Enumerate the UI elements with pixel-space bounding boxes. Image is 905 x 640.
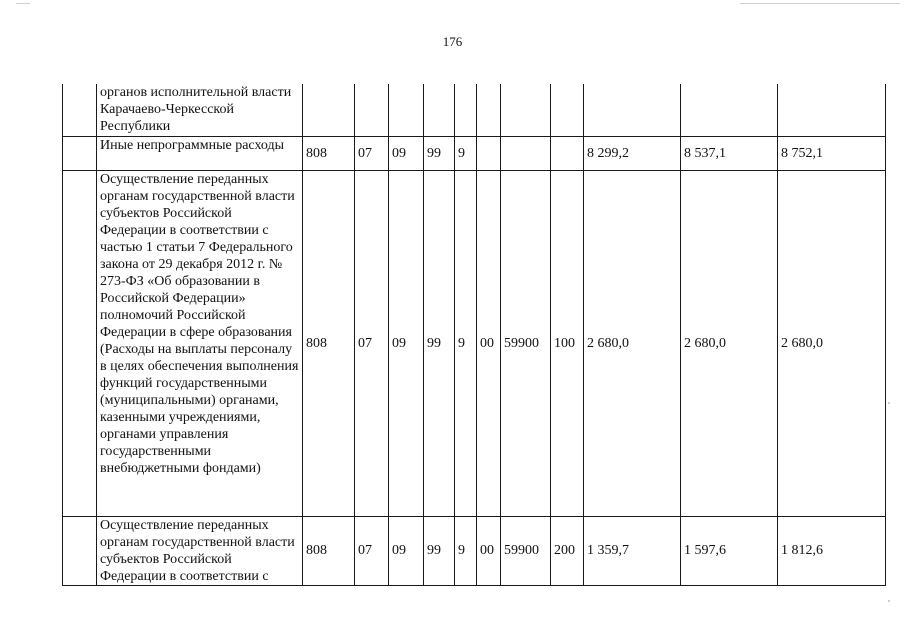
section-cell: 07	[355, 516, 389, 585]
table-row	[63, 516, 886, 585]
subprogram-cell: 9	[455, 516, 477, 585]
subprogram-cell: 9	[455, 136, 477, 170]
amount-year1-cell: 1 359,7	[584, 516, 681, 585]
code-cell	[501, 136, 551, 170]
table-row	[63, 84, 886, 136]
expense-type-cell	[551, 84, 584, 136]
expense-name-cell: Осуществление переданных органам государственной власти субъектов Российской Федерации в соответствии с	[97, 516, 303, 585]
expense-name-cell: Иные непрограммные расходы	[97, 136, 303, 170]
amount-year3-cell	[778, 84, 886, 136]
table-row	[63, 136, 886, 170]
amount-year2-cell: 8 537,1	[681, 136, 778, 170]
scan-edge-line-left	[16, 3, 30, 4]
direction-cell: 00	[477, 170, 501, 516]
expense-name-cell: Осуществление переданных органам государственной власти субъектов Российской Федерации в соответствии с частью 1 статьи 7 Федерального закона от 29 декабря 2012 г. № 273-ФЗ «Об образовании в Российской Федерации» полномочий Российской Федерации в сфере образования (Расходы на выплаты персоналу в целях обеспечения выполнения функций государственными (муниципальными) органами, казенными учреждениями, органами управления государственными внебюджетными фондами)	[97, 170, 303, 516]
row-marker-cell	[63, 170, 97, 516]
section-cell: 07	[355, 170, 389, 516]
direction-cell	[477, 84, 501, 136]
scan-edge-line-right	[740, 3, 900, 4]
amount-year1-cell: 2 680,0	[584, 170, 681, 516]
program-cell	[424, 84, 455, 136]
program-cell: 99	[424, 170, 455, 516]
amount-year3-cell: 2 680,0	[778, 170, 886, 516]
subsection-cell: 09	[389, 516, 424, 585]
subprogram-cell: 9	[455, 170, 477, 516]
code-cell: 59900	[501, 516, 551, 585]
row-marker-cell	[63, 136, 97, 170]
direction-cell	[477, 136, 501, 170]
amount-year1-cell: 8 299,2	[584, 136, 681, 170]
code-cell: 59900	[501, 170, 551, 516]
budget-table	[62, 84, 886, 586]
amount-year3-cell: 1 812,6	[778, 516, 886, 585]
expense-type-cell: 100	[551, 170, 584, 516]
subsection-cell	[389, 84, 424, 136]
gov-code-cell: 808	[303, 170, 355, 516]
gov-code-cell: 808	[303, 136, 355, 170]
amount-year2-cell	[681, 84, 778, 136]
subsection-cell: 09	[389, 136, 424, 170]
scan-speck	[888, 600, 890, 602]
gov-code-cell: 808	[303, 516, 355, 585]
expense-name-cell: органов исполнительной власти Карачаево-Черкесской Республики	[97, 84, 303, 136]
code-cell	[501, 84, 551, 136]
direction-cell: 00	[477, 516, 501, 585]
program-cell: 99	[424, 136, 455, 170]
amount-year3-cell: 8 752,1	[778, 136, 886, 170]
section-cell: 07	[355, 136, 389, 170]
scan-speck	[888, 402, 890, 404]
program-cell: 99	[424, 516, 455, 585]
section-cell	[355, 84, 389, 136]
row-marker-cell	[63, 84, 97, 136]
table-row	[63, 170, 886, 516]
gov-code-cell	[303, 84, 355, 136]
expense-type-cell: 200	[551, 516, 584, 585]
amount-year2-cell: 2 680,0	[681, 170, 778, 516]
amount-year2-cell: 1 597,6	[681, 516, 778, 585]
subsection-cell: 09	[389, 170, 424, 516]
page-number: 176	[442, 34, 463, 49]
amount-year1-cell	[584, 84, 681, 136]
expense-type-cell	[551, 136, 584, 170]
subprogram-cell	[455, 84, 477, 136]
row-marker-cell	[63, 516, 97, 585]
